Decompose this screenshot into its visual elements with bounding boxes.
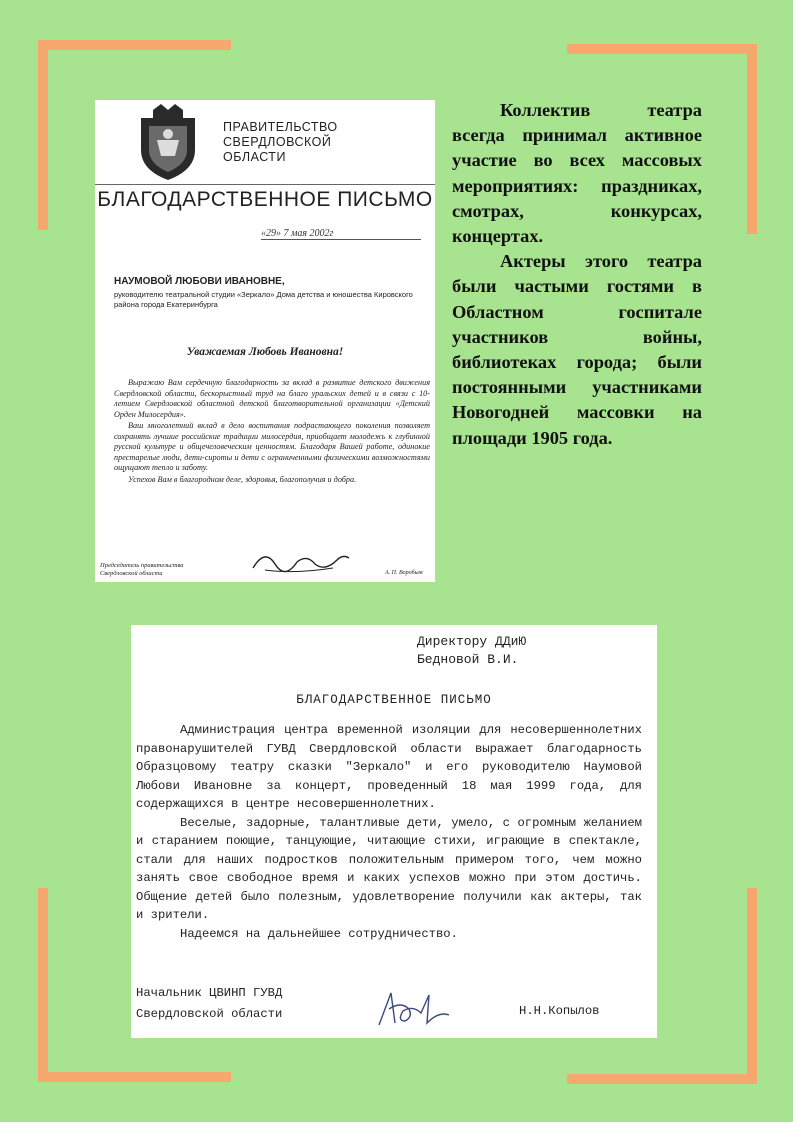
corner-bottom-right-v <box>747 888 757 1084</box>
letter-date: «29» 7 мая 2002г <box>261 228 421 240</box>
letter-title: БЛАГОДАРСТВЕННОЕ ПИСЬМО <box>296 693 492 707</box>
letter-paragraph: Ваш многолетний вклад в дело воспитания подрастающего поколения позволяет сохранять лучшие российские традиции милосердия, приобщает молодежь к глубинной русской культуре и общечеловеческим ценностям. Благодаря Вашей работе, одинокие престарелые люди, дети-сироты и дети с ограниченными физическими возможностями ощущают тепло и заботу. <box>114 421 430 472</box>
letter-paragraph: Надеемся на дальнейшее сотрудничество. <box>180 926 458 941</box>
header-divider <box>95 184 435 185</box>
addressee: Директору ДДиЮ Бедновой В.И. <box>417 634 527 667</box>
side-description <box>452 98 702 451</box>
handwritten-signature <box>245 540 355 580</box>
signer-name: А. П. Воробьев <box>385 570 423 576</box>
corner-bottom-right-h <box>567 1074 757 1084</box>
signer-name: Н.Н.Копылов <box>519 1004 600 1018</box>
coat-of-arms-icon <box>119 100 217 184</box>
corner-top-right-v <box>747 44 757 234</box>
letter-title: БЛАГОДАРСТВЕННОЕ ПИСЬМО <box>97 188 433 211</box>
government-name: ПРАВИТЕЛЬСТВО СВЕРДЛОВСКОЙ ОБЛАСТИ <box>223 120 338 164</box>
letter-paragraph: Веселые, задорные, талантливые дети, умело, с огромным желанием и старанием поющие, танцующие, читающие стихи, играющие в спектакле, стали для наших подростков положительным примером того, чем можно занять свое свободное время и каких успехов можно при этом достичь. Общение детей было полезным, удовлетворение получили как актеры, так и зрители. <box>136 815 642 922</box>
side-paragraph: Актеры этого театра были частыми гостями в Областном госпитале участников войны, библиотеках города; были постоянными участниками Новогодней массовки на площади 1905 года. <box>452 251 702 448</box>
letter-body <box>136 721 642 943</box>
signer-title: Начальник ЦВИНП ГУВД Свердловской области <box>136 986 283 1021</box>
gratitude-letter-government <box>95 100 435 582</box>
letter-paragraph: Выражаю Вам сердечную благодарность за вклад в развитие детского движения Свердловской области, бескорыстный труд на благо уральских детей и в связи с 10-летием Свердловской областной детской благотворительной организации «Детский Орден Милосердия». <box>114 378 430 419</box>
letter-paragraph: Успехов Вам в благородном деле, здоровья, благополучия и добра. <box>128 474 357 484</box>
side-paragraph: Коллектив театра всегда принимал активное участие во всех массовых мероприятиях: праздниках, смотрах, конкурсах, концертах. <box>452 100 702 247</box>
salutation: Уважаемая Любовь Ивановна! <box>186 346 344 358</box>
corner-bottom-left-v <box>38 888 48 1082</box>
recipient-description: руководителю театральной студии «Зеркало» Дома детства и юношества Кировского района города Екатеринбурга <box>114 290 413 309</box>
handwritten-signature <box>369 975 479 1035</box>
signer-title: Председатель правительства Свердловской области <box>100 562 184 577</box>
letter-body <box>114 378 430 486</box>
corner-top-left-h <box>38 40 231 50</box>
corner-top-right-h <box>567 44 757 54</box>
corner-top-left-v <box>38 40 48 230</box>
letter-paragraph: Администрация центра временной изоляции для несовершеннолетних правонарушителей ГУВД Свердловской области выражает благодарность Образцовому театру сказки "Зеркало" и его руководителю Наумовой Любови Ивановне за концерт, проведенный 18 мая 1999 года, для содержащихся в центре несовершеннолетних. <box>136 723 642 811</box>
gratitude-letter-typewritten <box>131 625 657 1038</box>
corner-bottom-left-h <box>38 1072 231 1082</box>
recipient-name: НАУМОВОЙ ЛЮБОВИ ИВАНОВНЕ, <box>114 276 285 287</box>
